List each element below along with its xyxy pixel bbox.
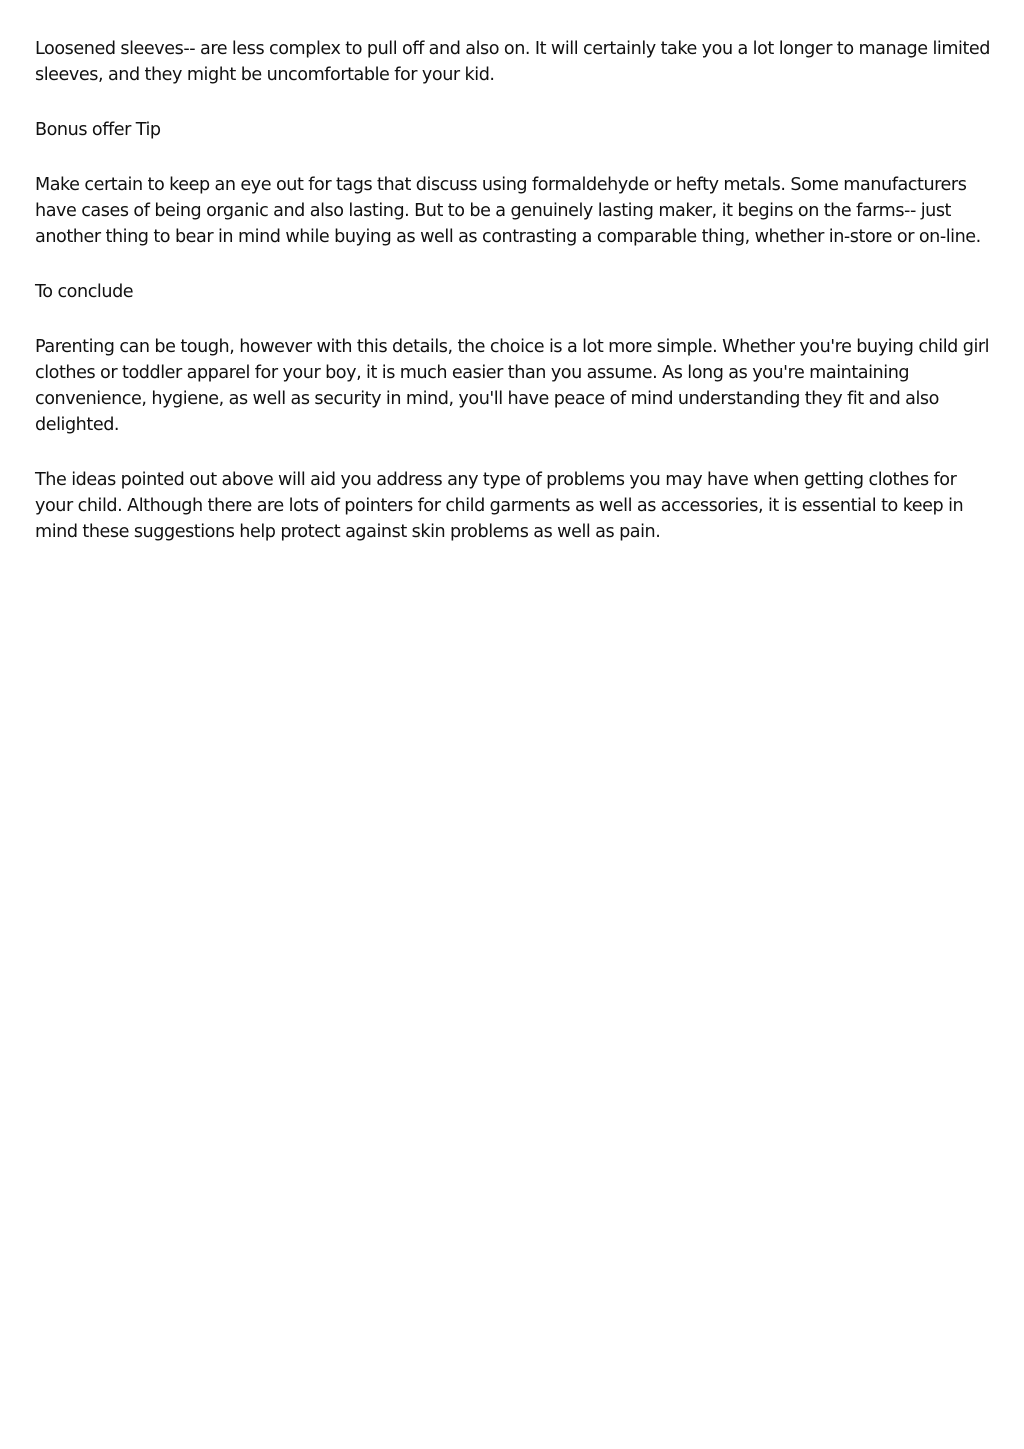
paragraph-loose-sleeves: Loosened sleeves-- are less complex to pull off and also on. It will certainly take you a lot longer to manage limited sleeves, and they might be uncomfortable for your kid. [35,39,991,85]
heading-conclusion: To conclude [35,282,134,302]
paragraph-ideas: The ideas pointed out above will aid you address any type of problems you may have when getting clothes for your child. Although there are lots of pointers for child garments as well as accessories, it is essential to keep in mind these suggestions help protect against skin problems as well as pain. [35,470,964,542]
heading-bonus-tip: Bonus offer Tip [35,120,161,140]
paragraph-tags: Make certain to keep an eye out for tags that discuss using formaldehyde or hefty metals. Some manufacturers have cases of being organic and also lasting. But to be a genuinely lasting maker, it begins on the farms-- just another thing to bear in mind while buying as well as contrasting a comparable thing, whether in-store or on-line. [35,175,981,247]
document-body [35,36,995,574]
paragraph-parenting: Parenting can be tough, however with this details, the choice is a lot more simple. Whether you're buying child girl clothes or toddler apparel for your boy, it is much easier than you assume. As long as you're maintaining convenience, hygiene, as well as security in mind, you'll have peace of mind understanding they fit and also delighted. [35,337,990,435]
